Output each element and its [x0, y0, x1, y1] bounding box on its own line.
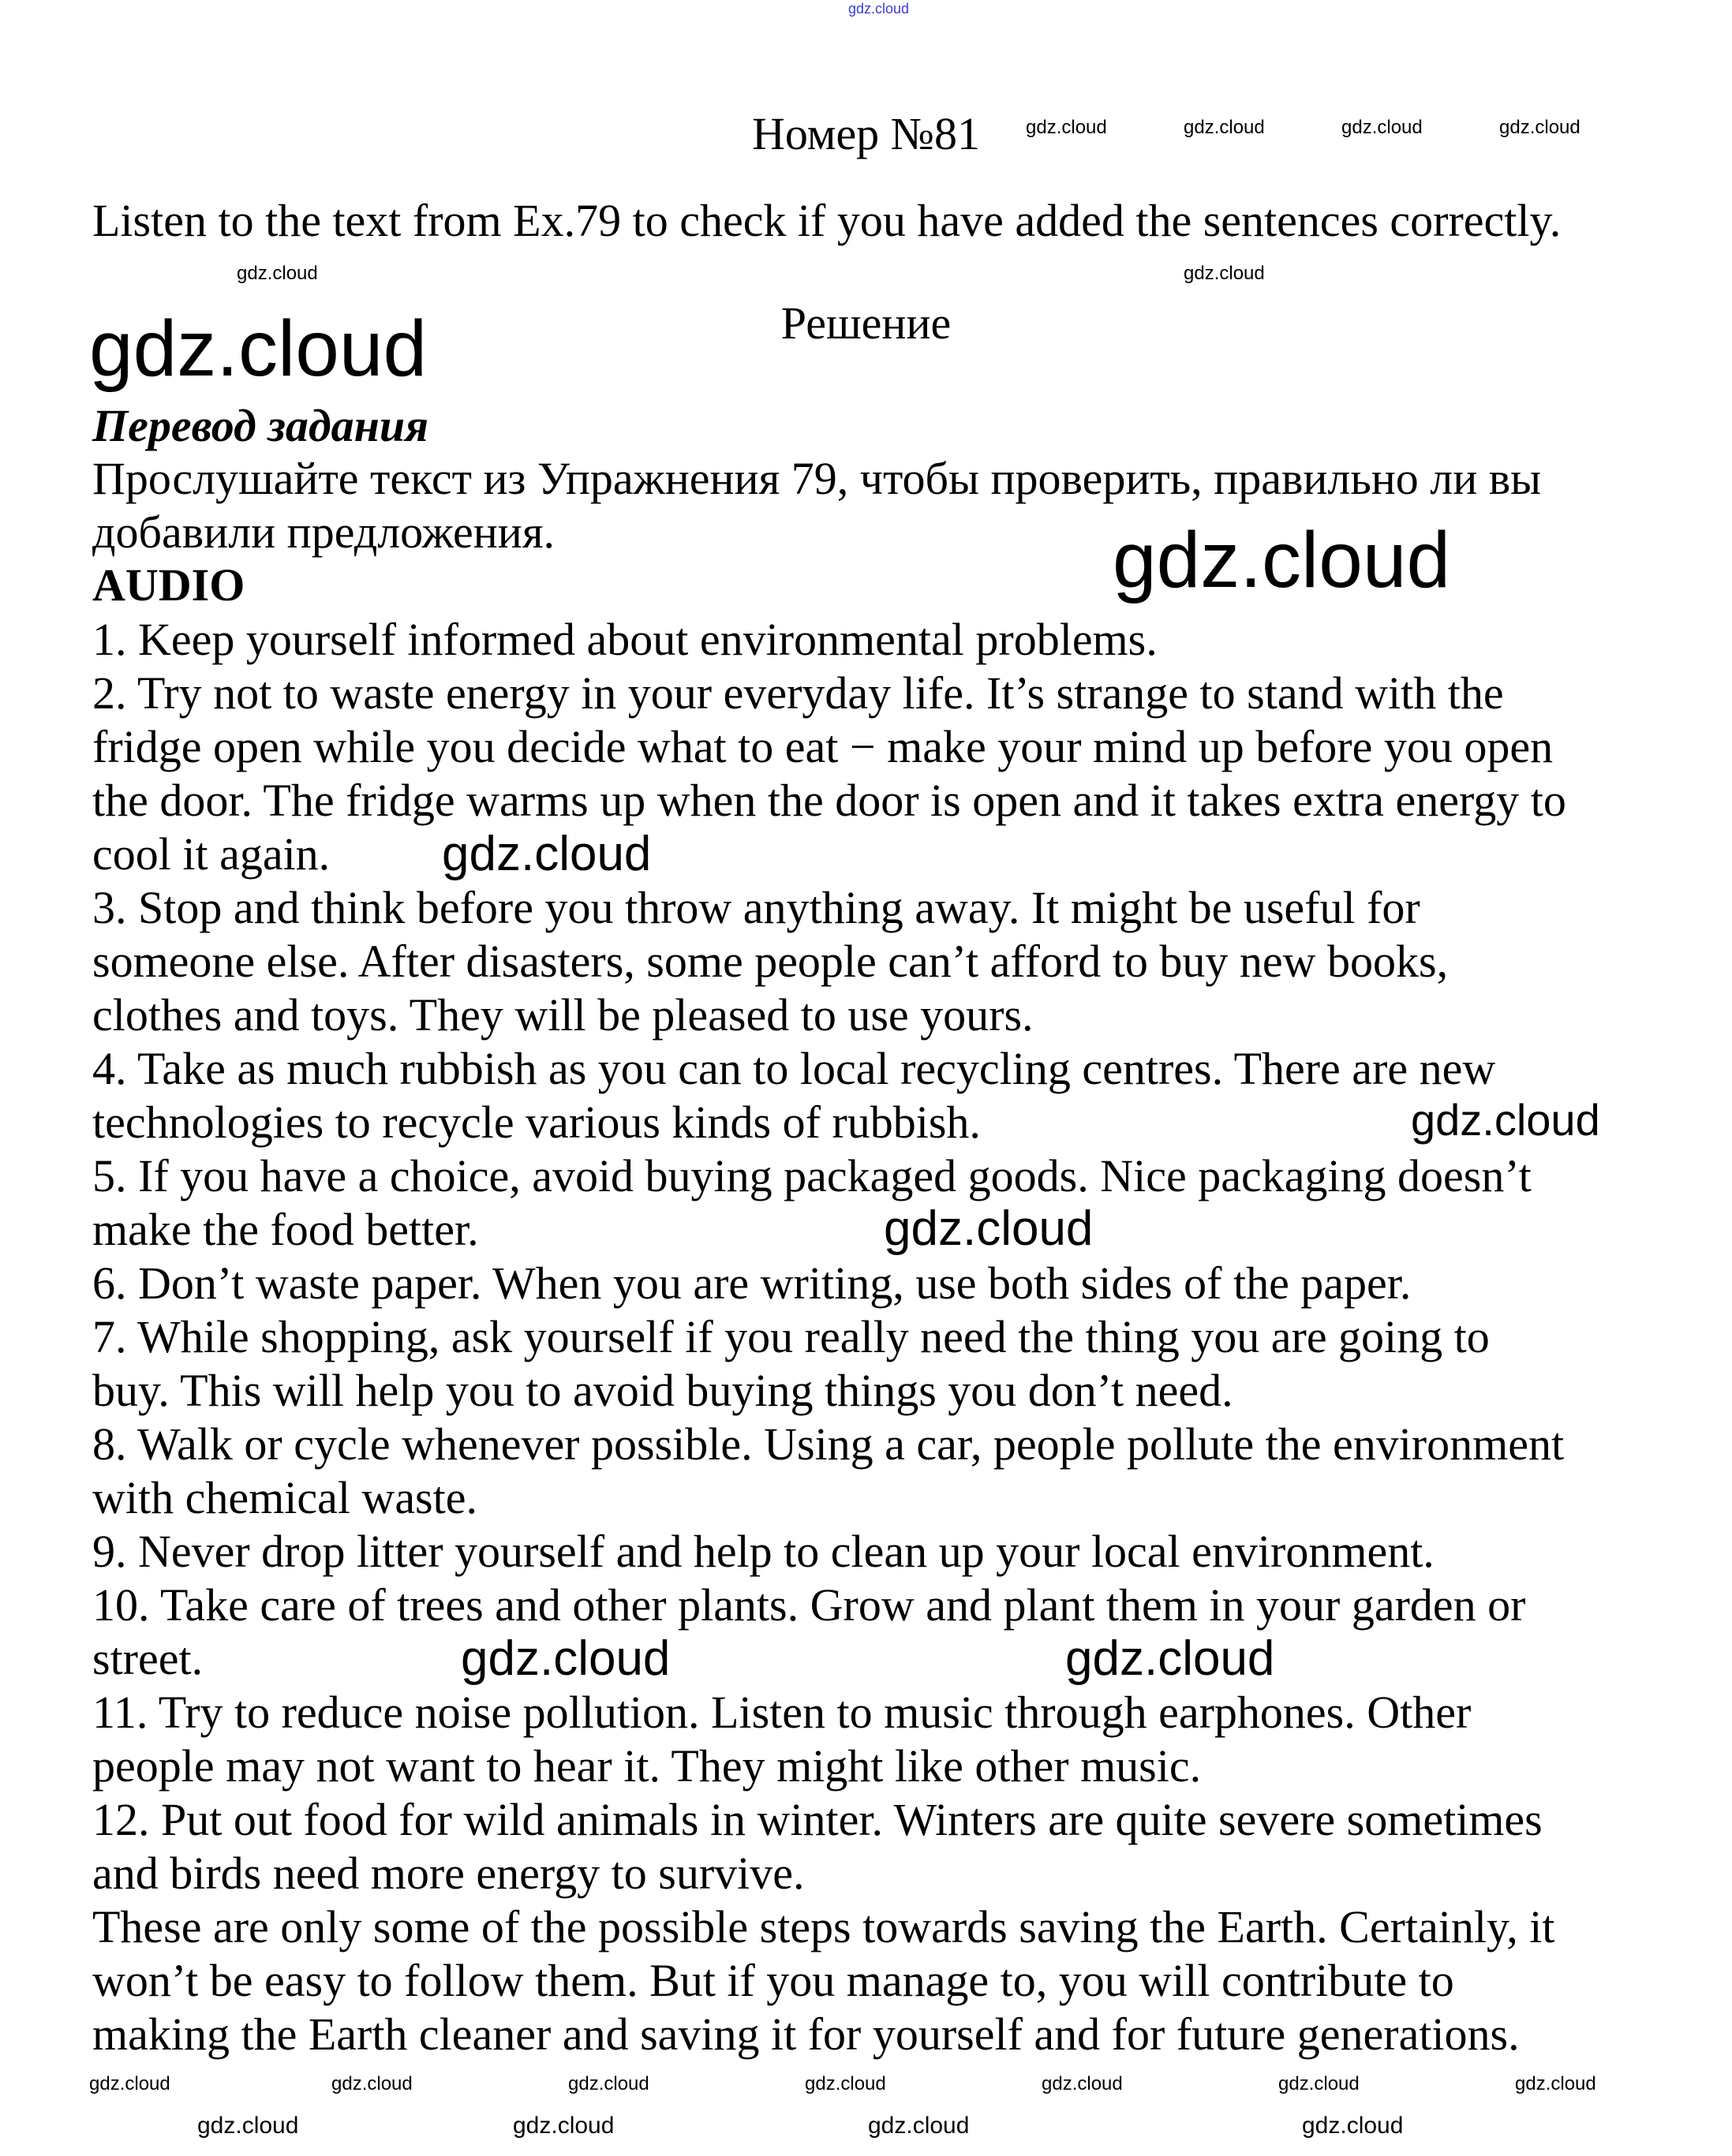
audio-line: These are only some of the possible steps towards saving the Earth. Certainly, it: [92, 1901, 1555, 1952]
translation-heading: Перевод задания: [92, 400, 428, 451]
translation-line: Прослушайте текст из Упражнения 79, чтобы проверить, правильно ли вы: [92, 453, 1542, 504]
task-text: Listen to the text from Ex.79 to check if you have added the sentences correctly.: [92, 195, 1562, 246]
audio-line: the door. The fridge warms up when the door is open and it takes extra energy to: [92, 775, 1566, 826]
watermark: gdz.cloud: [89, 2073, 170, 2094]
watermark: gdz.cloud: [1184, 117, 1265, 138]
watermark: gdz.cloud: [442, 827, 652, 881]
watermark: gdz.cloud: [1026, 117, 1107, 138]
audio-line: cool it again.: [92, 828, 331, 880]
watermark: gdz.cloud: [197, 2113, 299, 2139]
audio-line: 2. Try not to waste energy in your everyday life. It’s strange to stand with the: [92, 667, 1504, 719]
audio-line: 5. If you have a choice, avoid buying packaged goods. Nice packaging doesn’t: [92, 1150, 1532, 1201]
audio-line: 3. Stop and think before you throw anything away. It might be useful for: [92, 882, 1420, 933]
audio-line: someone else. After disasters, some people can’t afford to buy new books,: [92, 936, 1449, 987]
audio-line: 7. While shopping, ask yourself if you really need the thing you are going to: [92, 1311, 1490, 1362]
watermark: gdz.cloud: [331, 2073, 413, 2094]
watermark: gdz.cloud: [1499, 117, 1580, 138]
watermark: gdz.cloud: [1515, 2073, 1596, 2094]
watermark: gdz.cloud: [237, 263, 318, 284]
watermark: gdz.cloud: [1184, 263, 1265, 284]
watermark: gdz.cloud: [884, 1201, 1094, 1256]
audio-line: people may not want to hear it. They might like other music.: [92, 1740, 1202, 1792]
watermark: gdz.cloud: [1065, 1631, 1275, 1686]
audio-line: making the Earth cleaner and saving it for yourself and for future generations.: [92, 2008, 1520, 2060]
watermark: gdz.cloud: [1411, 1095, 1600, 1145]
watermark: gdz.cloud: [848, 1, 910, 17]
audio-line: 11. Try to reduce noise pollution. Listen to music through earphones. Other: [92, 1687, 1472, 1738]
audio-line: 10. Take care of trees and other plants. Grow and plant them in your garden or: [92, 1579, 1526, 1631]
watermark: gdz.cloud: [568, 2073, 649, 2094]
audio-line: make the food better.: [92, 1204, 479, 1255]
audio-line: 6. Don’t waste paper. When you are writing, use both sides of the paper.: [92, 1257, 1412, 1309]
watermark: gdz.cloud: [1278, 2073, 1360, 2094]
watermark: gdz.cloud: [1341, 117, 1423, 138]
audio-line: buy. This will help you to avoid buying things you don’t need.: [92, 1365, 1233, 1416]
audio-line: street.: [92, 1633, 204, 1684]
audio-line: fridge open while you decide what to eat − make your mind up before you open: [92, 721, 1554, 772]
watermark: gdz.cloud: [1302, 2113, 1404, 2139]
watermark: gdz.cloud: [1113, 516, 1451, 604]
audio-line: 9. Never drop litter yourself and help to clean up your local environment.: [92, 1526, 1435, 1577]
solution-label: Решение: [780, 297, 952, 349]
page-title: Номер №81: [751, 108, 981, 159]
audio-line: won’t be easy to follow them. But if you manage to, you will contribute to: [92, 1955, 1454, 2006]
translation-line: добавили предложения.: [92, 506, 556, 558]
watermark: gdz.cloud: [1042, 2073, 1123, 2094]
watermark: gdz.cloud: [805, 2073, 886, 2094]
audio-heading: AUDIO: [92, 559, 245, 611]
watermark: gdz.cloud: [461, 1631, 671, 1686]
watermark: gdz.cloud: [513, 2113, 615, 2139]
audio-line: 4. Take as much rubbish as you can to local recycling centres. There are new: [92, 1043, 1496, 1094]
audio-line: and birds need more energy to survive.: [92, 1848, 805, 1899]
audio-line: 1. Keep yourself informed about environmental problems.: [92, 614, 1158, 665]
audio-line: clothes and toys. They will be pleased to use yours.: [92, 989, 1034, 1041]
watermark: gdz.cloud: [868, 2113, 970, 2139]
audio-line: technologies to recycle various kinds of rubbish.: [92, 1097, 981, 1148]
audio-line: 12. Put out food for wild animals in winter. Winters are quite severe sometimes: [92, 1794, 1543, 1845]
audio-line: 8. Walk or cycle whenever possible. Using a car, people pollute the environment: [92, 1418, 1565, 1470]
watermark: gdz.cloud: [89, 305, 428, 393]
audio-line: with chemical waste.: [92, 1472, 477, 1523]
